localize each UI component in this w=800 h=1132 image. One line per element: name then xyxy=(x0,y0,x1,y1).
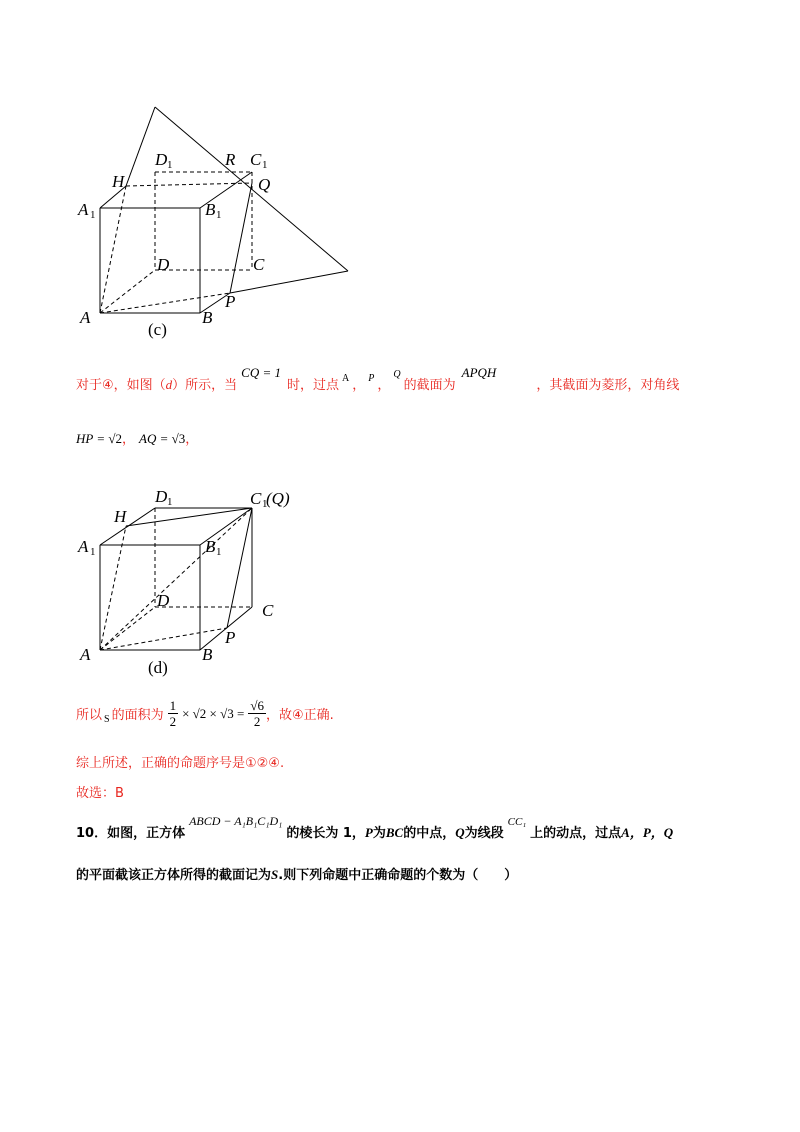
sub-c1: 1 xyxy=(262,498,268,510)
label-a: A xyxy=(80,645,91,664)
label-d: D xyxy=(157,591,170,610)
label-c1: C xyxy=(250,150,262,169)
label-h: H xyxy=(112,172,125,191)
fraction-half: $\frac{1}{2}$ xyxy=(169,698,177,729)
label-a: A xyxy=(80,308,91,327)
label-d1: D xyxy=(155,487,168,506)
label-h: H xyxy=(114,507,127,526)
caption-d: (d) xyxy=(148,658,168,677)
label-b: B xyxy=(202,645,213,664)
sub-b1: 1 xyxy=(216,209,222,221)
question-10-line1: 10．如图，正方体ABCD − A₁B₁C₁D₁的棱长为 1，P为BC的中点，Q为线段$^{CC_1}$上的动点，过点A，P，Q xyxy=(76,814,674,841)
label-r: R xyxy=(225,150,236,169)
sub-a1: 1 xyxy=(90,546,96,558)
sub-b1: 1 xyxy=(216,546,222,558)
label-b: B xyxy=(202,308,213,327)
sub-d1: 1 xyxy=(167,159,173,171)
figure-c xyxy=(70,95,370,350)
label-a1: A xyxy=(78,537,89,556)
label-c1: C xyxy=(250,489,262,508)
label-q-paren: (Q) xyxy=(266,489,290,508)
label-q: Q xyxy=(258,175,271,194)
label-p: P xyxy=(225,628,236,647)
answer-line: 故选：B xyxy=(76,786,124,801)
fraction-result: $\frac{√6}{2}$ xyxy=(250,698,264,729)
summary-line: 综上所述，正确的命题序号是①②④. xyxy=(76,756,285,771)
label-c: C xyxy=(262,601,274,620)
label-d1: D xyxy=(155,150,168,169)
sub-d1: 1 xyxy=(167,496,173,508)
label-p: P xyxy=(225,292,236,311)
sub-c1: 1 xyxy=(262,159,268,171)
label-a1: A xyxy=(78,200,89,219)
label-d: D xyxy=(157,255,170,274)
caption-c: (c) xyxy=(148,320,167,339)
label-b1: B xyxy=(205,200,216,219)
area-line: 所以 S 的面积为 $\frac{1}{2}$ × √2 × √3 = $\frac{√6}{2}$ ，故④正确. xyxy=(76,698,334,729)
diagonals-line: HP = √2， AQ = √3， xyxy=(76,431,199,447)
figure-d xyxy=(70,480,330,680)
sub-a1: 1 xyxy=(90,209,96,221)
question-10-line2: 的平面截该正方体所得的截面记为S.则下列命题中正确命题的个数为（ ） xyxy=(76,867,518,883)
label-b1: B xyxy=(205,537,216,556)
label-c: C xyxy=(253,255,265,274)
para-4-line1: 对于④，如图（d）所示，当CQ = 1时，过点 $^A$ ， $^P$ ，$^Q$的截面为APQH，其截面为菱形，对角线 xyxy=(76,365,680,393)
